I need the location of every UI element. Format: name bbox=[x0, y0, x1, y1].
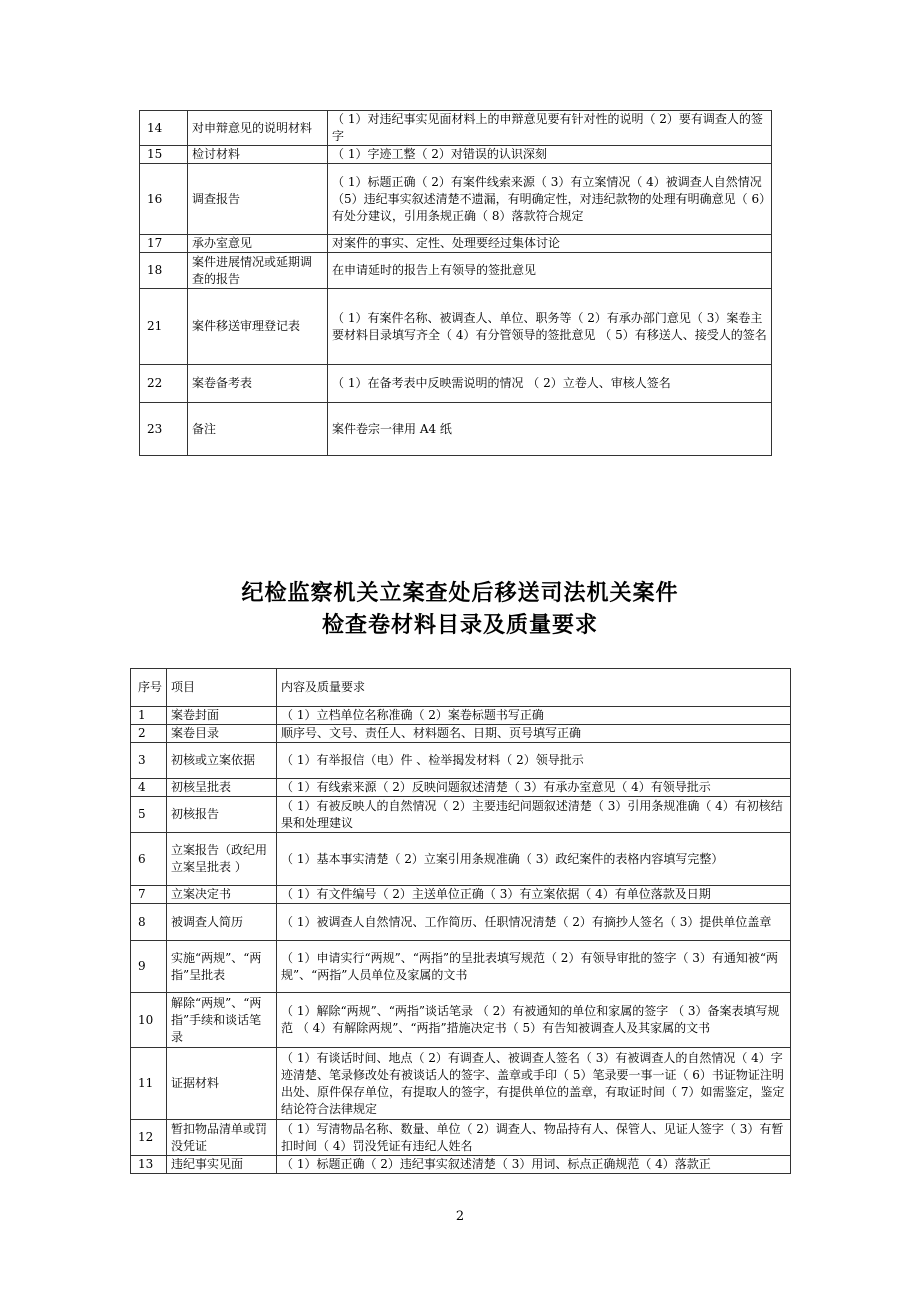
requirement-cell: 案件卷宗一律用 A4 纸 bbox=[328, 403, 772, 456]
row-number: 21 bbox=[140, 289, 188, 365]
item-cell: 案卷封面 bbox=[167, 707, 277, 725]
requirement-cell: （ 1）对违纪事实见面材料上的申辩意见要有针对性的说明（ 2）要有调查人的签字 bbox=[328, 111, 772, 146]
item-cell: 对申辩意见的说明材料 bbox=[188, 111, 328, 146]
table-row bbox=[131, 725, 791, 743]
requirement-cell: （ 1）标题正确（ 2）违纪事实叙述清楚（ 3）用词、标点正确规范（ 4）落款正 bbox=[277, 1156, 791, 1174]
table-row bbox=[140, 365, 772, 403]
header-item: 项目 bbox=[167, 669, 277, 707]
row-number: 10 bbox=[131, 993, 167, 1048]
table-row bbox=[131, 1048, 791, 1120]
requirement-cell: （ 1）解除“两规”、“两指”谈话笔录 （ 2）有被通知的单位和家属的签字 （ 3）备案表填写规范 （ 4）有解除两规”、“两指”措施决定书（ 5）有告知被调查人及其家属的文书 bbox=[277, 993, 791, 1048]
row-number: 7 bbox=[131, 886, 167, 904]
table-row bbox=[140, 253, 772, 289]
requirement-cell: 对案件的事实、定性、处理要经过集体讨论 bbox=[328, 235, 772, 253]
requirement-cell: （ 1）申请实行“两规”、“两指”的呈批表填写规范（ 2）有领导审批的签字（ 3）有通知被“两规”、“两指”人员单位及家属的文书 bbox=[277, 941, 791, 993]
page-number: 2 bbox=[455, 1209, 465, 1224]
table-row bbox=[131, 707, 791, 725]
row-number: 1 bbox=[131, 707, 167, 725]
requirement-cell: （ 1）有谈话时间、地点（ 2）有调查人、被调查人签名（ 3）有被调查人的自然情况（ 4）字迹清楚、笔录修改处有被谈话人的签字、盖章或手印（ 5）笔录要一事一证（ 6）书证物证注明出处、原件保存单位，有提取人的签字，有提供单位的盖章，有取证时间（ 7）如需鉴定，鉴定结论符合法律规定 bbox=[277, 1048, 791, 1120]
table-row bbox=[140, 235, 772, 253]
requirement-cell: 顺序号、文号、责任人、材料题名、日期、页号填写正确 bbox=[277, 725, 791, 743]
document-title-line-1: 纪检监察机关立案查处后移送司法机关案件 bbox=[241, 581, 679, 606]
item-cell: 解除“两规”、“两指”手续和谈话笔录 bbox=[167, 993, 277, 1048]
item-cell: 立案决定书 bbox=[167, 886, 277, 904]
requirement-cell: （ 1）有被反映人的自然情况（ 2）主要违纪问题叙述清楚（ 3）引用条规准确（ 4）有初核结果和处理建议 bbox=[277, 797, 791, 833]
row-number: 23 bbox=[140, 403, 188, 456]
row-number: 3 bbox=[131, 743, 167, 779]
table-row bbox=[131, 1120, 791, 1156]
table-row bbox=[131, 797, 791, 833]
row-number: 12 bbox=[131, 1120, 167, 1156]
row-number: 4 bbox=[131, 779, 167, 797]
row-number: 11 bbox=[131, 1048, 167, 1120]
row-number: 18 bbox=[140, 253, 188, 289]
row-number: 15 bbox=[140, 146, 188, 164]
table-header-row bbox=[131, 669, 791, 707]
item-cell: 调查报告 bbox=[188, 164, 328, 235]
table-row bbox=[140, 146, 772, 164]
requirement-cell: （ 1）被调查人自然情况、工作简历、任职情况清楚（ 2）有摘抄人签名（ 3）提供单位盖章 bbox=[277, 904, 791, 941]
requirement-cell: （ 1）立档单位名称准确（ 2）案卷标题书写正确 bbox=[277, 707, 791, 725]
item-cell: 案卷目录 bbox=[167, 725, 277, 743]
table-row bbox=[140, 164, 772, 235]
requirement-cell: （ 1）写清物品名称、数量、单位（ 2）调查人、物品持有人、保管人、见证人签字（ 3）有暂扣时间（ 4）罚没凭证有违纪人姓名 bbox=[277, 1120, 791, 1156]
row-number: 9 bbox=[131, 941, 167, 993]
item-cell: 检讨材料 bbox=[188, 146, 328, 164]
item-cell: 承办室意见 bbox=[188, 235, 328, 253]
requirement-cell: （ 1）有线索来源（ 2）反映问题叙述清楚（ 3）有承办室意见（ 4）有领导批示 bbox=[277, 779, 791, 797]
table-row bbox=[131, 993, 791, 1048]
table-row bbox=[131, 904, 791, 941]
item-cell: 备注 bbox=[188, 403, 328, 456]
requirement-cell: （ 1）有文件编号（ 2）主送单位正确（ 3）有立案依据（ 4）有单位落款及日期 bbox=[277, 886, 791, 904]
requirement-cell: （ 1）有案件名称、被调查人、单位、职务等（ 2）有承办部门意见（ 3）案卷主要材料目录填写齐全（ 4）有分管领导的签批意见 （ 5）有移送人、接受人的签名 bbox=[328, 289, 772, 365]
row-number: 6 bbox=[131, 833, 167, 886]
main-table bbox=[130, 668, 791, 1174]
requirement-cell: （ 1）在备考表中反映需说明的情况 （ 2）立卷人、审核人签名 bbox=[328, 365, 772, 403]
header-requirement: 内容及质量要求 bbox=[277, 669, 791, 707]
item-cell: 初核报告 bbox=[167, 797, 277, 833]
table-row bbox=[131, 941, 791, 993]
table-row bbox=[131, 1156, 791, 1174]
item-cell: 初核或立案依据 bbox=[167, 743, 277, 779]
row-number: 16 bbox=[140, 164, 188, 235]
item-cell: 实施“两规”、“两指”呈批表 bbox=[167, 941, 277, 993]
item-cell: 暂扣物品清单或罚没凭证 bbox=[167, 1120, 277, 1156]
row-number: 2 bbox=[131, 725, 167, 743]
requirement-cell: （ 1）字迹工整（ 2）对错误的认识深刻 bbox=[328, 146, 772, 164]
row-number: 13 bbox=[131, 1156, 167, 1174]
table-row bbox=[140, 111, 772, 146]
top-table bbox=[139, 110, 772, 456]
requirement-cell: （ 1）基本事实清楚（ 2）立案引用条规准确（ 3）政纪案件的表格内容填写完整） bbox=[277, 833, 791, 886]
row-number: 17 bbox=[140, 235, 188, 253]
row-number: 14 bbox=[140, 111, 188, 146]
requirement-cell: （ 1）标题正确（ 2）有案件线索来源（ 3）有立案情况（ 4）被调查人自然情况（5）违纪事实叙述清楚不遗漏，有明确定性，对违纪款物的处理有明确意见（ 6）有处分建议，引用条规正确（ 8）落款符合规定 bbox=[328, 164, 772, 235]
item-cell: 被调查人简历 bbox=[167, 904, 277, 941]
item-cell: 证据材料 bbox=[167, 1048, 277, 1120]
requirement-cell: （ 1）有举报信（电）件 、检举揭发材料（ 2）领导批示 bbox=[277, 743, 791, 779]
item-cell: 案件移送审理登记表 bbox=[188, 289, 328, 365]
table-row bbox=[140, 289, 772, 365]
item-cell: 案卷备考表 bbox=[188, 365, 328, 403]
document-title-line-2: 检查卷材料目录及质量要求 bbox=[321, 613, 598, 638]
table-row bbox=[140, 403, 772, 456]
table-row bbox=[131, 886, 791, 904]
item-cell: 违纪事实见面 bbox=[167, 1156, 277, 1174]
table-row bbox=[131, 779, 791, 797]
requirement-cell: 在申请延时的报告上有领导的签批意见 bbox=[328, 253, 772, 289]
table-row bbox=[131, 833, 791, 886]
item-cell: 案件进展情况或延期调查的报告 bbox=[188, 253, 328, 289]
header-number: 序号 bbox=[131, 669, 167, 707]
row-number: 22 bbox=[140, 365, 188, 403]
item-cell: 初核呈批表 bbox=[167, 779, 277, 797]
table-row bbox=[131, 743, 791, 779]
item-cell: 立案报告（政纪用立案呈批表 ） bbox=[167, 833, 277, 886]
row-number: 8 bbox=[131, 904, 167, 941]
row-number: 5 bbox=[131, 797, 167, 833]
